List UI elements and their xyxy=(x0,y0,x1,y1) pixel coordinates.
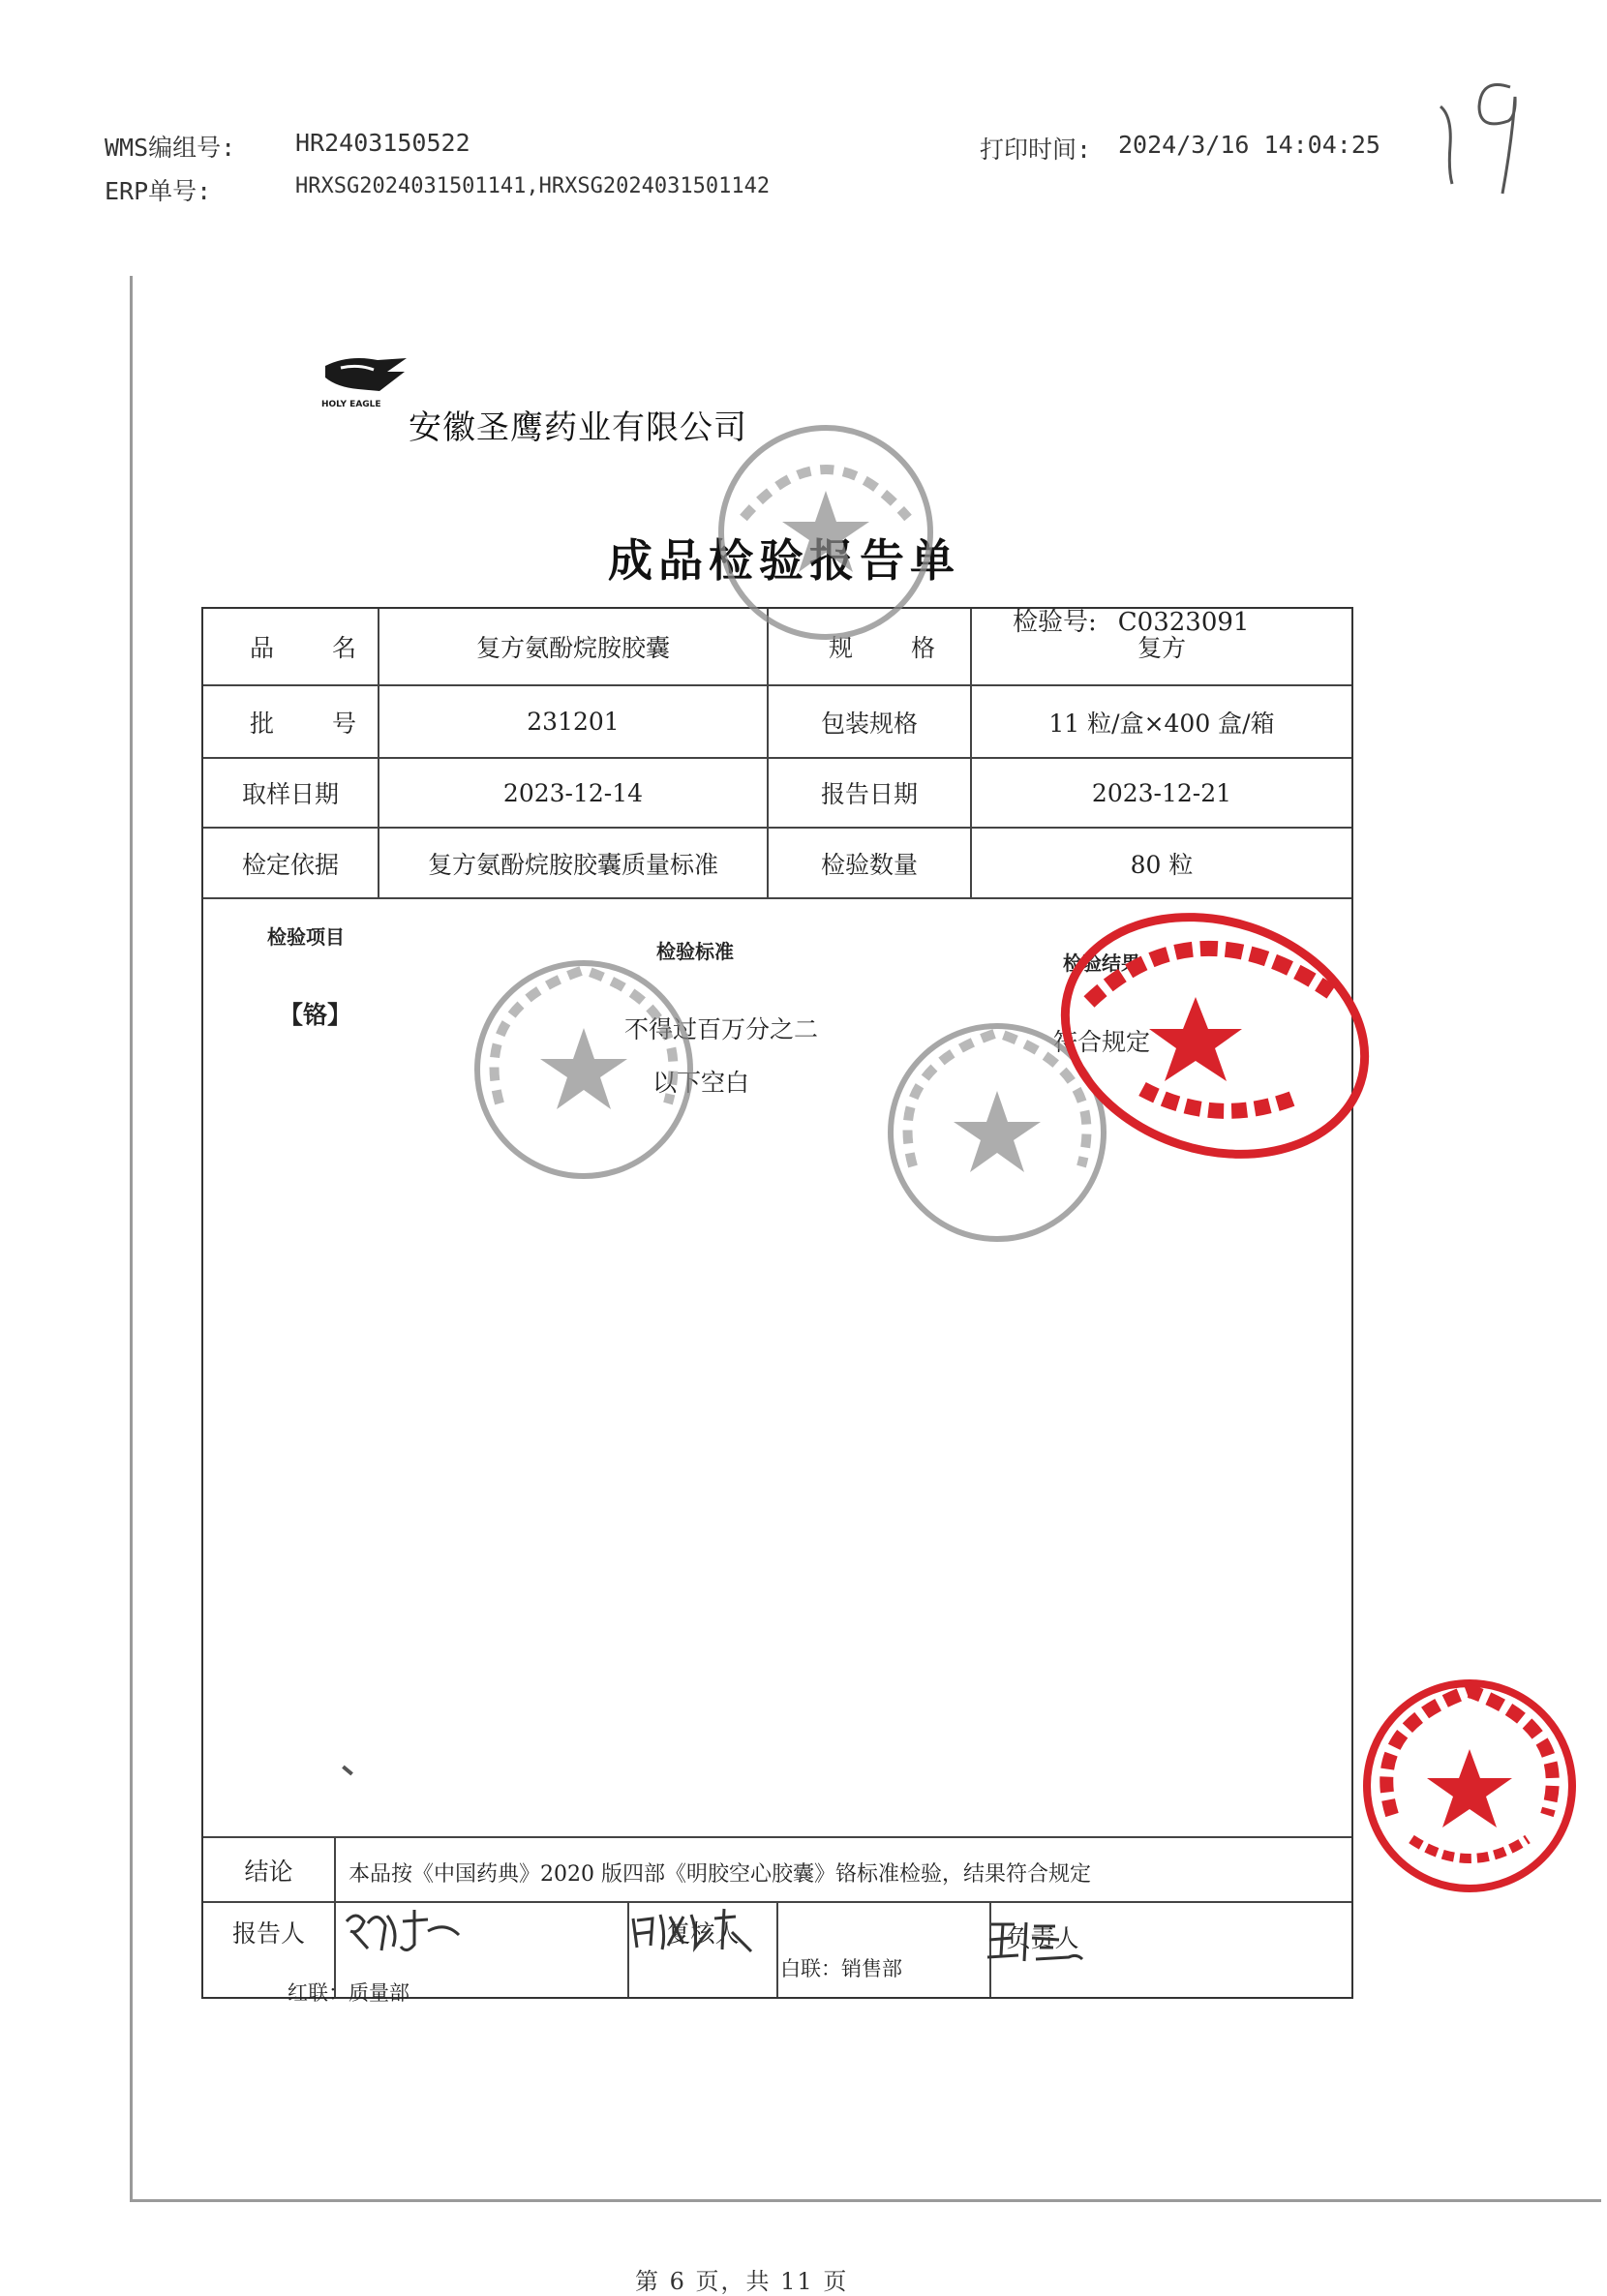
report-title: 成品检验报告单 xyxy=(608,534,960,587)
batch-value: 231201 xyxy=(527,708,620,736)
blank-note: 以下空白 xyxy=(652,1069,750,1097)
product-name-label: 品 名 xyxy=(250,634,381,662)
basis-value: 复方氨酚烷胺胶囊质量标准 xyxy=(427,850,718,879)
company-seal-stamp-1 xyxy=(705,411,947,653)
manager-label: 负责人 xyxy=(1006,1924,1079,1952)
print-time-value: 2024/3/16 14:04:25 xyxy=(1118,131,1380,159)
quantity-label: 检验数量 xyxy=(820,850,918,879)
page-number: 第 6 页，共 11 页 xyxy=(635,2268,849,2295)
conclusion-text: 本品按《中国药典》2020 版四部《明胶空心胶囊》铬标准检验，结果符合规定 xyxy=(349,1862,1091,1887)
svg-text:HOLY EAGLE: HOLY EAGLE xyxy=(321,400,381,409)
erp-label: ERP单号: xyxy=(105,177,212,205)
scan-sheet-edge-bottom xyxy=(130,2199,1601,2202)
conclusion-label: 结论 xyxy=(244,1857,293,1886)
scan-sheet-edge-left xyxy=(130,276,133,2202)
inspection-seal-stamp-1 xyxy=(463,949,705,1191)
manager-signature xyxy=(985,1915,1092,1968)
red-quality-dept-stamp xyxy=(1050,905,1380,1166)
basis-label: 检定依据 xyxy=(241,850,339,879)
white-copy-note: 白联：销售部 xyxy=(780,1957,902,1980)
reporter-signature xyxy=(339,1902,470,1962)
test-result: 符合规定 xyxy=(1053,1028,1151,1056)
report-date-label: 报告日期 xyxy=(820,780,918,808)
inspection-table xyxy=(201,607,1353,1999)
company-logo-icon xyxy=(319,350,412,410)
report-number-label: 检验号: xyxy=(1013,608,1097,637)
col-header-result: 检验结果 xyxy=(1063,952,1140,975)
package-value: 11 粒/盒×400 盒/箱 xyxy=(1048,709,1275,738)
red-copy-note: 红联：质量部 xyxy=(288,1981,409,2005)
test-standard: 不得过百万分之二 xyxy=(624,1015,819,1043)
scan-speck xyxy=(342,1766,353,1776)
erp-value: HRXSG2024031501141,HRXSG2024031501142 xyxy=(295,174,771,198)
spec-label: 规 格 xyxy=(829,634,960,662)
col-header-item: 检验项目 xyxy=(267,925,345,949)
wms-label: WMS编组号: xyxy=(105,134,236,162)
report-number-value: C0323091 xyxy=(1117,608,1250,637)
quantity-value: 80 粒 xyxy=(1130,850,1194,879)
wms-value: HR2403150522 xyxy=(295,129,470,157)
test-item: 【铬】 xyxy=(279,1001,352,1029)
product-name-value: 复方氨酚烷胺胶囊 xyxy=(475,634,670,662)
print-time-label: 打印时间: xyxy=(980,136,1092,164)
company-name: 安徽圣鹰药业有限公司 xyxy=(409,408,747,447)
reporter-label: 报告人 xyxy=(231,1919,305,1948)
package-label: 包装规格 xyxy=(820,709,918,738)
sampling-date-value: 2023-12-14 xyxy=(502,778,644,807)
reviewer-signature xyxy=(627,1905,763,1961)
batch-label: 批 号 xyxy=(250,709,381,738)
red-quality-mgmt-seal xyxy=(1353,1670,1586,1902)
sampling-date-label: 取样日期 xyxy=(241,780,339,808)
handwritten-page-mark xyxy=(1423,39,1530,203)
reviewer-label: 复核人 xyxy=(666,1919,740,1948)
spec-value: 复方 xyxy=(1137,634,1186,662)
report-date-value: 2023-12-21 xyxy=(1091,778,1232,807)
col-header-standard: 检验标准 xyxy=(656,940,734,963)
